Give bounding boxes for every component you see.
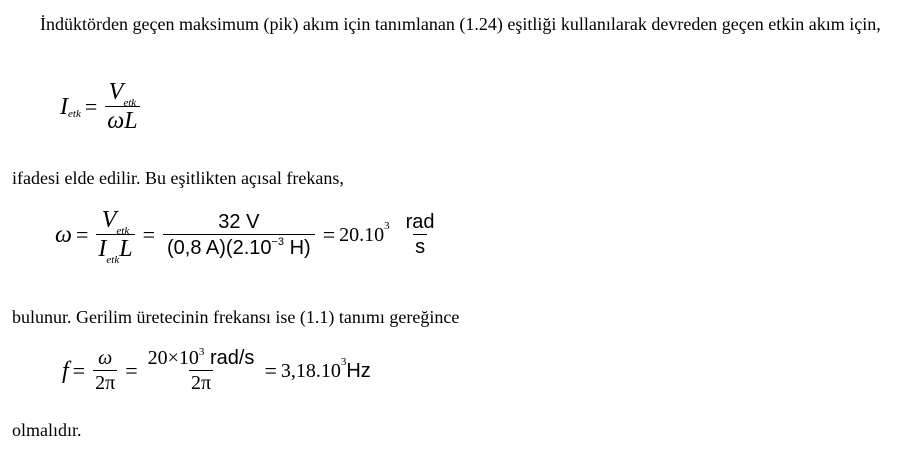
eq2-den2-exp: −3 <box>271 235 285 248</box>
eq3-num2: 20×10 <box>147 347 199 369</box>
eq2-equals-2: = <box>142 222 155 248</box>
eq2-num1: V <box>101 207 117 233</box>
eq1-num-sub: etk <box>123 97 137 109</box>
eq2-fraction-1 <box>96 207 134 267</box>
eq3-num1: ω <box>98 347 113 369</box>
eq2-den2-c: H) <box>284 236 311 259</box>
equation-effective-current <box>60 80 144 134</box>
eq2-den2-b: (2.10 <box>225 236 272 259</box>
paragraph-intro: İndüktörden geçen maksimum (pik) akım için tanımlanan (1.24) eşitliği kullanılarak devreden geçen etkin akım için, <box>40 14 881 34</box>
eq3-num2-exp: 3 <box>198 346 205 358</box>
eq2-unit-num: rad <box>405 211 435 234</box>
eq1-fraction <box>105 80 139 134</box>
eq2-unit-den: s <box>415 236 426 259</box>
eq3-num2-unit: rad/s <box>204 347 255 369</box>
eq2-unit-fraction <box>404 212 437 258</box>
eq2-den2-a: (0,8 A) <box>166 236 226 259</box>
eq3-fraction-1 <box>93 348 117 394</box>
eq2-lhs: ω <box>55 221 72 248</box>
eq3-lhs: f <box>62 357 69 384</box>
eq3-den2: 2π <box>190 372 212 394</box>
eq3-equals-2: = <box>125 358 138 383</box>
eq2-den1-sub: etk <box>106 254 120 267</box>
eq3-equals-1: = <box>72 358 86 383</box>
eq3-result-exp: 3 <box>340 356 347 368</box>
eq2-num2: 32 V <box>218 210 260 233</box>
eq1-lhs-sub: etk <box>68 108 81 121</box>
eq2-den1-b: L <box>119 236 133 263</box>
paragraph-source-frequency: bulunur. Gerilim üretecinin frekansı ise (1.1) tanımı gereğince <box>12 307 460 327</box>
eq3-den1: 2π <box>95 372 116 394</box>
eq1-den: ωL <box>107 108 138 135</box>
eq2-equals-3: = <box>322 222 336 248</box>
eq3-equals-3: = <box>264 358 277 383</box>
eq1-num: V <box>108 79 124 105</box>
eq2-result: 20.10 <box>339 223 385 246</box>
eq2-num1-sub: etk <box>116 225 130 237</box>
paragraph-angular-frequency: ifadesi elde edilir. Bu eşitlikten açısal frekans, <box>12 168 344 188</box>
equation-angular-frequency <box>55 207 441 267</box>
eq1-lhs: I <box>60 93 68 120</box>
eq3-result: 3,18.10 <box>280 359 341 382</box>
eq1-equals: = <box>84 94 98 120</box>
equation-frequency <box>62 348 371 394</box>
eq2-fraction-2 <box>163 212 315 259</box>
eq3-fraction-2 <box>146 348 257 394</box>
paragraph-conclusion: olmalıdır. <box>12 420 82 440</box>
eq2-equals-1: = <box>75 222 89 248</box>
eq2-den1-a: I <box>98 236 107 263</box>
eq3-result-unit: Hz <box>346 359 371 382</box>
eq2-result-exp: 3 <box>384 220 390 233</box>
